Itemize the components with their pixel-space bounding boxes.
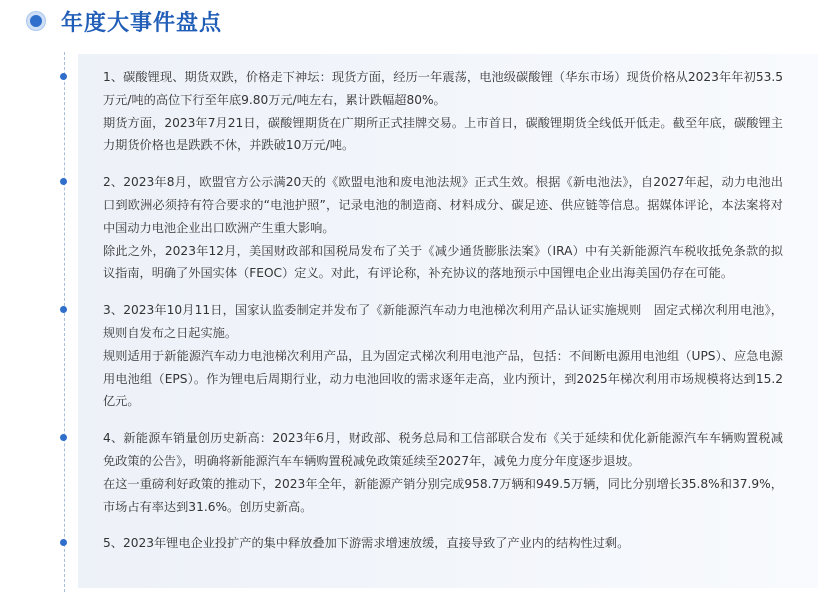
timeline-line [64, 52, 65, 592]
section-header [27, 4, 222, 38]
event-paragraph: 1、碳酸锂现、期货双跌，价格走下神坛：现货方面，经历一年震荡，电池级碳酸锂（华东市场）现货价格从2023年年初53.5万元/吨的高位下行至年底9.80万元/吨左右，累计跌幅超80%。 [103, 70, 783, 107]
event-paragraph: 4、新能源车销量创历史新高：2023年6月，财政部、税务总局和工信部联合发布《关于延续和优化新能源汽车车辆购置税减免政策的公告》，明确将新能源汽车车辆购置税减免政策延续至2027年，减免力度分年度逐步退坡。 [103, 431, 783, 468]
page-title: 年度大事件盘点 [61, 10, 223, 36]
event-paragraph: 2、2023年8月，欧盟官方公示满20天的《欧盟电池和废电池法规》正式生效。根据《新电池法》，自2027年起，动力电池出口到欧洲必须持有符合要求的“电池护照”，记录电池的制造商、材料成分、碳足迹、供应链等信息。据媒体评论，本法案将对中国动力电池企业出口欧洲产生重大影响。 [103, 175, 783, 235]
event-paragraph: 3、2023年10月11日，国家认监委制定并发布了《新能源汽车动力电池梯次利用产品认证实施规则 固定式梯次利用电池》，规则自发布之日起实施。 [103, 303, 783, 340]
timeline-marker-icon [60, 434, 67, 441]
bullet-dot-icon [27, 12, 45, 30]
event-paragraph: 在这一重磅利好政策的推动下，2023年全年，新能源产销分别完成958.7万辆和949.5万辆，同比分别增长35.8%和37.9%，市场占有率达到31.6%。创历史新高。 [103, 476, 783, 514]
timeline-marker-icon [60, 539, 67, 546]
event-item-1 [103, 66, 783, 157]
timeline-marker-icon [60, 306, 67, 313]
event-item-2 [103, 171, 783, 285]
event-item-5 [103, 532, 783, 555]
timeline-marker-icon [60, 178, 67, 185]
event-paragraph: 5、2023年锂电企业投扩产的集中释放叠加下游需求增速放缓，直接导致了产业内的结构性过剩。 [103, 536, 630, 551]
event-item-3 [103, 299, 783, 413]
event-paragraph: 期货方面，2023年7月21日，碳酸锂期货在广期所正式挂牌交易。上市首日，碳酸锂期货全线低开低走。截至年底，碳酸锂主力期货价格也是跌跌不休，并跌破10万元/吨。 [103, 115, 783, 153]
event-paragraph: 规则适用于新能源汽车动力电池梯次利用产品，且为固定式梯次利用电池产品，包括：不间断电源用电池组（UPS）、应急电源用电池组（EPS）。作为锂电后周期行业，动力电池回收的需求逐年走高，业内预计，到2025年梯次利用市场规模将达到15.2亿元。 [103, 348, 783, 409]
event-paragraph: 除此之外，2023年12月，美国财政部和国税局发布了关于《减少通货膨胀法案》（IRA）中有关新能源汽车税收抵免条款的拟议指南，明确了外国实体（FEOC）定义。对此，有评论称，补充协议的落地预示中国锂电企业出海美国仍存在可能。 [103, 243, 783, 281]
event-item-4 [103, 427, 783, 518]
event-list [103, 66, 783, 569]
timeline-marker-icon [60, 73, 67, 80]
